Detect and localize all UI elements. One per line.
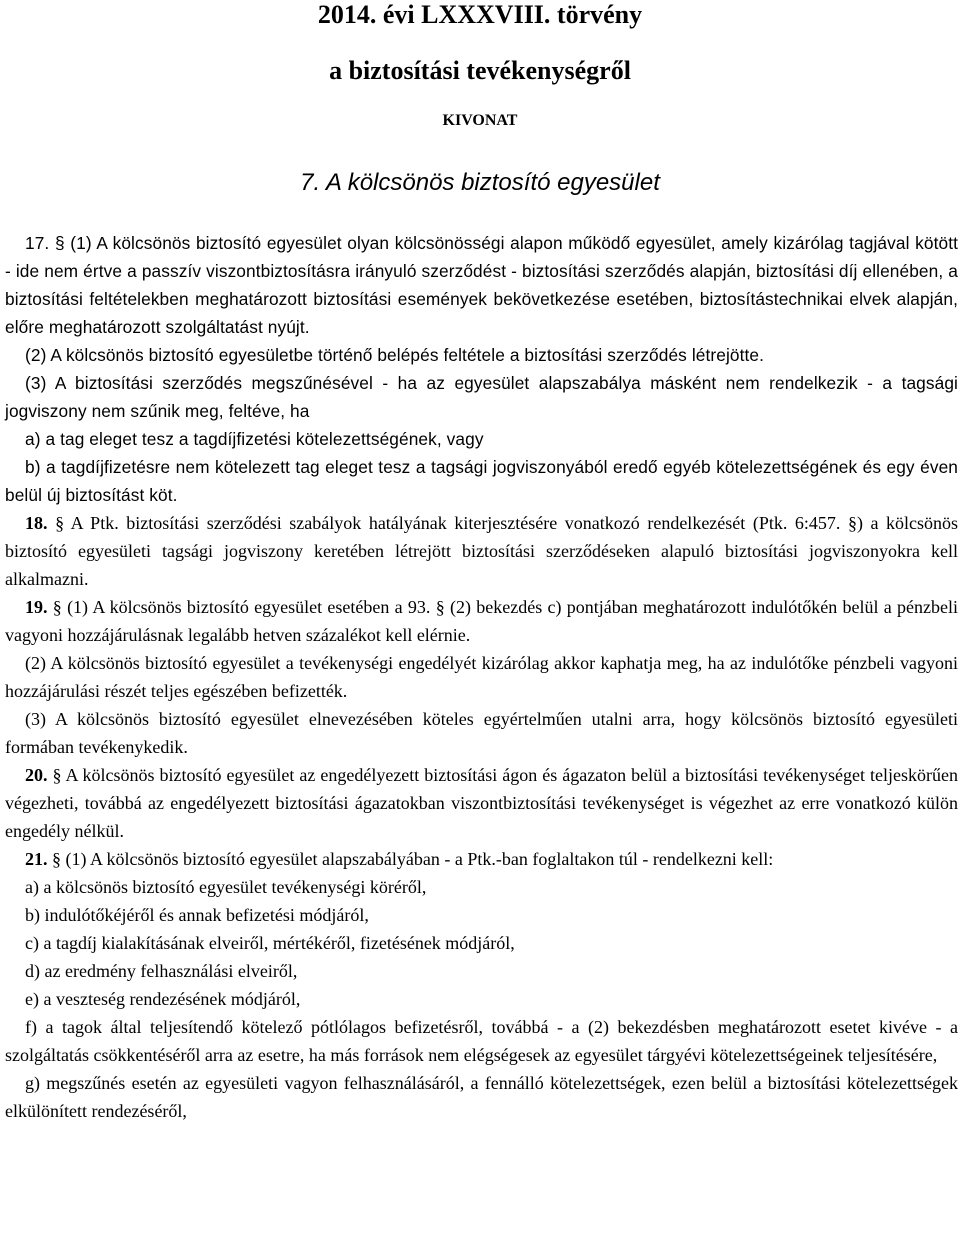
paragraph-17-3a: a) a tag eleget tesz a tagdíjfizetési kötelezettségének, vagy [25, 429, 484, 449]
section-sign: § [52, 597, 62, 617]
section-sign: § [52, 765, 62, 785]
paragraph-number: 20. [25, 765, 53, 785]
section-sign: § [55, 513, 65, 533]
list-item: b) indulótőkéjéről és annak befizetési módjáról, [25, 905, 369, 925]
document-body [5, 229, 958, 1125]
paragraph-17-3: (3) A biztosítási szerződés megszűnésével - ha az egyesület alapszabálya másként nem rendelkezik - a tagsági jogviszony nem szűnik meg, feltéve, ha [5, 373, 958, 421]
list-item: c) a tagdíj kialakításának elveiről, mértékéről, fizetésének módjáról, [25, 933, 515, 953]
list-item: g) megszűnés esetén az egyesületi vagyon felhasználásáról, a fennálló kötelezettségek, ezen belül a biztosítási kötelezettségek elkülönített rendezéséről, [5, 1073, 958, 1121]
section-heading: 7. A kölcsönös biztosító egyesület [300, 169, 660, 196]
paragraph-20 [5, 761, 958, 845]
paragraph-19-2: (2) A kölcsönös biztosító egyesület a tevékenységi engedélyét kizárólag akkor kaphatja meg, ha az indulótőke pénzbeli vagyoni hozzájárulási részét teljes egészében befizették. [5, 653, 958, 701]
law-title: 2014. évi LXXXVIII. törvény [317, 0, 643, 29]
paragraph-text: A kölcsönös biztosító egyesület az engedélyezett biztosítási ágon és ágazaton belül a biztosítási tevékenységet teljeskörűen végezheti, továbbá az engedélyezett biztosítási ágazatokban viszontbiztosítási tevékenységet is végezhet az erre vonatkozó külön engedély nélkül. [5, 765, 958, 841]
paragraph-text: (1) A kölcsönös biztosító egyesület alapszabályában - a Ptk.-ban foglaltakon túl - rendelkezni kell: [65, 849, 774, 869]
paragraph-text: (1) A kölcsönös biztosító egyesület esetében a 93. [67, 597, 436, 617]
list-item: e) a veszteség rendezésének módjáról, [25, 989, 301, 1009]
paragraph-21 [5, 845, 958, 873]
paragraph-17-2: (2) A kölcsönös biztosító egyesületbe történő belépés feltétele a biztosítási szerződés létrejötte. [25, 345, 765, 365]
list-item: a) a kölcsönös biztosító egyesület tevékenységi köréről, [25, 877, 427, 897]
paragraph-18 [5, 509, 958, 593]
paragraph-text: A Ptk. biztosítási szerződési szabályok hatályának kiterjesztésére vonatkozó rendelkezését (Ptk. 6:457. [70, 513, 848, 533]
paragraph-text: (2) bekezdés c) pontjában meghatározott indulótőkén belül a pénzbeli vagyoni hozzájárulásnak legalább hetven százalékot kell elérnie. [5, 597, 959, 645]
paragraph-17 [5, 229, 958, 341]
paragraph-text: ) a kölcsönös biztosító egyesületi tagsági jogviszony keretében létrejött biztosítási szerződéseken alapuló biztosítási jogviszonyokra kell alkalmazni. [5, 513, 959, 589]
list-item: f) a tagok által teljesítendő kötelező pótlólagos befizetésről, továbbá - a (2) bekezdésben meghatározott esetet kivéve - a szolgáltatás csökkentéséről arra az esetre, ha más források nem elégségesek az egyesület tárgyévi kötelezettségeinek teljesítésére, [5, 1017, 958, 1065]
section-sign: § [435, 597, 445, 617]
paragraph-text: (1) A kölcsönös biztosító egyesület olyan kölcsönösségi alapon működő egyesület, amely kizárólag tagjával kötött - ide nem értve a passzív viszontbiztosításra irányuló szerződést - biztosítási szerződés alapján, biztosítási díj ellenében, a biztosítási feltételekben meghatározott biztosítási események bekövetkezése esetében, biztosítástechnikai elvek alapján, előre meghatározott szolgáltatást nyújt. [5, 233, 959, 337]
paragraph-number: 18. [25, 513, 56, 533]
section-sign: § [847, 513, 857, 533]
paragraph-19-3: (3) A kölcsönös biztosító egyesület elnevezésében köteles egyértelműen utalni arra, hogy kölcsönös biztosító egyesületi formában tevékenykedik. [5, 709, 958, 757]
extract-label: KIVONAT [442, 112, 518, 129]
law-subtitle: a biztosítási tevékenységről [329, 56, 631, 85]
paragraph-number: 19. [25, 597, 53, 617]
section-sign: § [54, 233, 65, 253]
paragraph-number: 17. [25, 233, 55, 253]
paragraph-17-3b: b) a tagdíjfizetésre nem kötelezett tag eleget tesz a tagsági jogviszonyából eredő egyéb kötelezettségének és egy éven belül új biztosítást köt. [5, 457, 958, 505]
paragraph-19 [5, 593, 958, 649]
paragraph-number: 21. [25, 849, 52, 869]
list-item: d) az eredmény felhasználási elveiről, [25, 961, 298, 981]
section-sign: § [52, 849, 61, 869]
